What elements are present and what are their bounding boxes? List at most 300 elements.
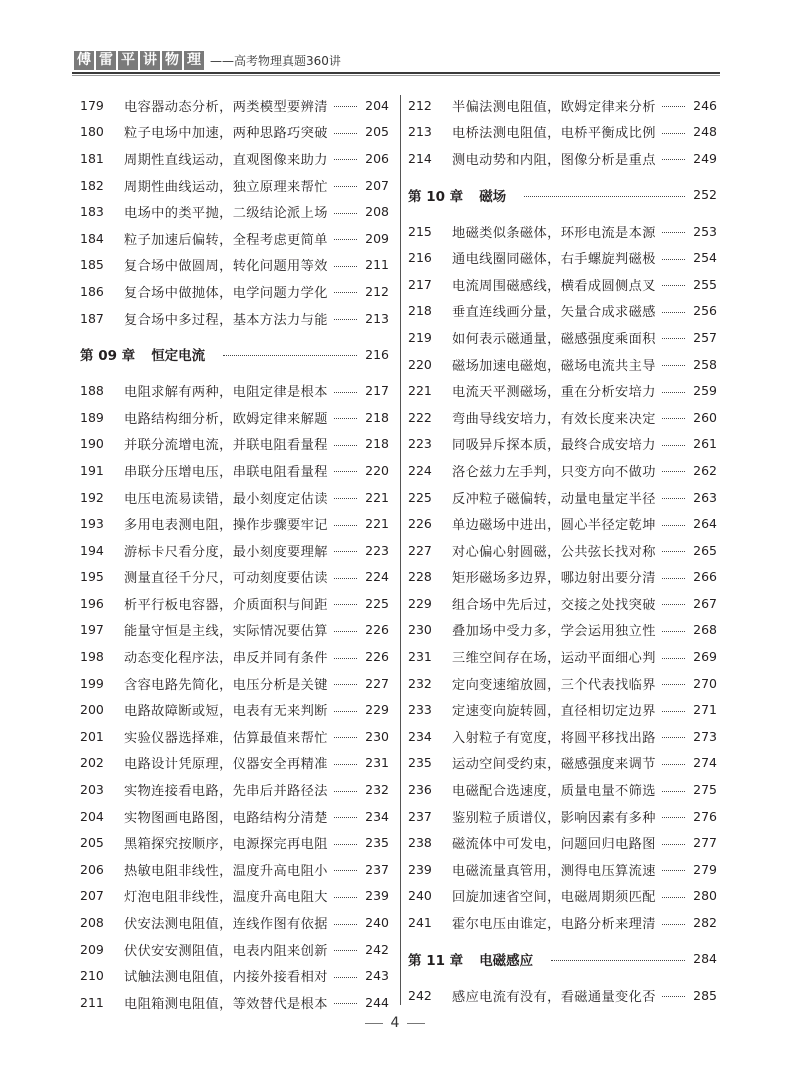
entry-number: 185 xyxy=(80,257,104,273)
entry-page: 218 xyxy=(365,436,389,452)
entry-number: 238 xyxy=(408,835,432,851)
dot-leader xyxy=(662,870,685,871)
dot-leader xyxy=(334,977,357,978)
toc-entry[interactable] xyxy=(80,431,389,458)
toc-entry[interactable] xyxy=(408,92,717,119)
entry-title: 试触法测电阻值，内接外接看相对 xyxy=(124,970,328,986)
entry-title: 叠加场中受力多，学会运用独立性 xyxy=(452,624,656,640)
entry-title: 实物连接看电路，先串后并路径法 xyxy=(124,784,328,800)
dot-leader xyxy=(662,418,685,419)
footer-dash-right xyxy=(407,1023,425,1024)
entry-page: 260 xyxy=(693,409,717,425)
dot-leader xyxy=(334,604,357,605)
dot-leader xyxy=(662,498,685,499)
dot-leader xyxy=(334,737,357,738)
toc-entry[interactable] xyxy=(408,564,717,591)
dot-leader xyxy=(334,817,357,818)
toc-entry[interactable] xyxy=(80,278,389,305)
dot-leader xyxy=(662,551,685,552)
toc-entry[interactable] xyxy=(408,510,717,537)
entry-number: 193 xyxy=(80,516,104,532)
entry-number: 230 xyxy=(408,622,432,638)
dot-leader xyxy=(662,897,685,898)
chapter-name: 电磁感应 xyxy=(479,952,534,969)
entry-page: 269 xyxy=(693,649,717,665)
entry-page: 280 xyxy=(693,888,717,904)
entry-title: 测量直径千分尺，可动刻度要估读 xyxy=(124,571,328,587)
book-subtitle: ——高考物理真题360讲 xyxy=(210,54,341,68)
entry-page: 212 xyxy=(365,283,389,299)
entry-title: 测电动势和内阻，图像分析是重点 xyxy=(452,152,656,168)
entry-number: 199 xyxy=(80,675,104,691)
dot-leader xyxy=(662,285,685,286)
entry-number: 221 xyxy=(408,383,432,399)
entry-title: 能量守恒是主线，实际情况要估算 xyxy=(124,624,328,640)
toc-entry[interactable] xyxy=(408,909,717,936)
toc-entry[interactable] xyxy=(408,803,717,830)
toc-entry[interactable] xyxy=(408,617,717,644)
toc-entry[interactable] xyxy=(408,351,717,378)
footer-dash-left xyxy=(365,1023,383,1024)
entry-number: 183 xyxy=(80,204,104,220)
entry-title: 多用电表测电阻，操作步骤要牢记 xyxy=(124,518,328,534)
brand-char: 雷 xyxy=(96,51,116,70)
toc-left-column xyxy=(80,92,389,1016)
toc-entry[interactable] xyxy=(80,252,389,279)
brand-char: 理 xyxy=(184,51,204,70)
entry-page: 254 xyxy=(693,250,717,266)
entry-title: 通电线圈同磁体，右手螺旋判磁极 xyxy=(452,252,656,268)
running-header xyxy=(74,51,341,70)
entry-page: 218 xyxy=(365,409,389,425)
chapter-name: 恒定电流 xyxy=(151,348,206,365)
toc-entry[interactable] xyxy=(80,856,389,883)
entry-title: 定向变速缩放圆，三个代表找临界 xyxy=(452,677,656,693)
column-divider xyxy=(400,95,401,1005)
dot-leader xyxy=(662,684,685,685)
entry-title: 霍尔电压由谁定，电路分析来理清 xyxy=(452,917,656,933)
toc-entry[interactable] xyxy=(408,670,717,697)
entry-page: 256 xyxy=(693,303,717,319)
toc-entry[interactable] xyxy=(408,750,717,777)
dot-leader xyxy=(662,844,685,845)
entry-title: 弯曲导线安培力，有效长度来决定 xyxy=(452,411,656,427)
entry-page: 270 xyxy=(693,675,717,691)
chapter-page: 252 xyxy=(693,187,717,203)
entry-title: 电场中的类平抛，二级结论派上场 xyxy=(124,206,328,222)
entry-page: 262 xyxy=(693,462,717,478)
entry-number: 226 xyxy=(408,516,432,532)
toc-entry[interactable] xyxy=(408,404,717,431)
dot-leader xyxy=(662,159,685,160)
entry-page: 211 xyxy=(365,257,389,273)
toc-entry[interactable] xyxy=(80,404,389,431)
entry-title: 动态变化程序法，串反并同有条件 xyxy=(124,651,328,667)
entry-title: 定速变向旋转圆，直径相切定边界 xyxy=(452,704,656,720)
entry-title: 电阻箱测电阻值，等效替代是根本 xyxy=(124,996,328,1012)
toc-entry[interactable] xyxy=(408,145,717,172)
toc-entry[interactable] xyxy=(408,431,717,458)
entry-page: 207 xyxy=(365,177,389,193)
toc-entry[interactable] xyxy=(80,92,389,119)
entry-page: 204 xyxy=(365,97,389,113)
entry-number: 236 xyxy=(408,782,432,798)
entry-page: 271 xyxy=(693,702,717,718)
entry-title: 周期性曲线运动，独立原理来帮忙 xyxy=(124,179,328,195)
entry-title: 回旋加速省空间，电磁周期须匹配 xyxy=(452,890,656,906)
entry-title: 电阻求解有两种，电阻定律是根本 xyxy=(124,385,328,401)
toc-entry[interactable] xyxy=(80,909,389,936)
entry-number: 217 xyxy=(408,276,432,292)
toc-entry[interactable] xyxy=(408,776,717,803)
entry-title: 电压电流易读错，最小刻度定估读 xyxy=(124,491,328,507)
dot-leader xyxy=(334,133,357,134)
toc-entry[interactable] xyxy=(408,856,717,883)
header-rule xyxy=(72,72,720,74)
chapter-label: 第 11 章 xyxy=(408,952,464,969)
entry-title: 鉴别粒子质谱仪，影响因素有多种 xyxy=(452,810,656,826)
dot-leader xyxy=(334,418,357,419)
toc-entry[interactable] xyxy=(80,225,389,252)
header-rule-thin xyxy=(72,75,720,76)
entry-number: 182 xyxy=(80,177,104,193)
entry-title: 三维空间存在场，运动平面细心判 xyxy=(452,651,656,667)
toc-entry[interactable] xyxy=(408,696,717,723)
entry-page: 226 xyxy=(365,622,389,638)
toc-entry[interactable] xyxy=(80,723,389,750)
dot-leader xyxy=(662,133,685,134)
toc-entry[interactable] xyxy=(80,776,389,803)
toc-entry[interactable] xyxy=(408,218,717,245)
entry-number: 180 xyxy=(80,124,104,140)
dot-leader xyxy=(334,159,357,160)
entry-number: 189 xyxy=(80,409,104,425)
toc-entry[interactable] xyxy=(80,617,389,644)
toc-entry[interactable] xyxy=(80,484,389,511)
dot-leader xyxy=(334,213,357,214)
dot-leader xyxy=(334,844,357,845)
dot-leader xyxy=(334,445,357,446)
entry-number: 232 xyxy=(408,675,432,691)
entry-number: 212 xyxy=(408,97,432,113)
entry-title: 电桥法测电阻值，电桥平衡成比例 xyxy=(452,126,656,142)
entry-page: 263 xyxy=(693,489,717,505)
toc-entry[interactable] xyxy=(80,829,389,856)
entry-page: 237 xyxy=(365,861,389,877)
entry-page: 234 xyxy=(365,808,389,824)
entry-page: 206 xyxy=(365,150,389,166)
toc-entry[interactable] xyxy=(408,377,717,404)
entry-number: 188 xyxy=(80,383,104,399)
dot-leader xyxy=(662,232,685,233)
entry-page: 230 xyxy=(365,728,389,744)
entry-page: 268 xyxy=(693,622,717,638)
entry-number: 184 xyxy=(80,230,104,246)
entry-page: 253 xyxy=(693,223,717,239)
chapter-label: 第 09 章 xyxy=(80,348,136,365)
dot-leader xyxy=(662,737,685,738)
top-blank-margin xyxy=(0,0,790,42)
entry-number: 214 xyxy=(408,150,432,166)
dot-leader xyxy=(662,525,685,526)
entry-page: 243 xyxy=(365,968,389,984)
entry-number: 206 xyxy=(80,861,104,877)
entry-title: 感应电流有没有，看磁通量变化否 xyxy=(452,989,656,1005)
dot-leader xyxy=(334,578,357,579)
entry-page: 261 xyxy=(693,436,717,452)
entry-number: 225 xyxy=(408,489,432,505)
entry-page: 246 xyxy=(693,97,717,113)
toc-entry[interactable] xyxy=(408,324,717,351)
entry-title: 电容器动态分析，两类模型要辨清 xyxy=(124,99,328,115)
entry-title: 实物图画电路图，电路结构分清楚 xyxy=(124,810,328,826)
chapter-name: 磁场 xyxy=(479,188,507,205)
dot-leader xyxy=(334,106,357,107)
entry-page: 265 xyxy=(693,542,717,558)
entry-title: 电磁配合选速度，质量电量不筛选 xyxy=(452,784,656,800)
dot-leader xyxy=(334,525,357,526)
entry-page: 227 xyxy=(365,675,389,691)
entry-title: 垂直连线画分量，矢量合成求磁感 xyxy=(452,305,656,321)
entry-number: 200 xyxy=(80,702,104,718)
toc-entry[interactable] xyxy=(80,145,389,172)
page-footer xyxy=(0,1015,790,1031)
chapter-heading[interactable] xyxy=(80,337,389,371)
entry-title: 伏伏安安测阻值，电表内阻来创新 xyxy=(124,943,328,959)
dot-leader xyxy=(223,355,357,356)
entry-number: 196 xyxy=(80,595,104,611)
toc-entry[interactable] xyxy=(408,119,717,146)
entry-page: 267 xyxy=(693,595,717,611)
entry-title: 复合场中做抛体，电学问题力学化 xyxy=(124,285,328,301)
entry-page: 225 xyxy=(365,595,389,611)
dot-leader xyxy=(334,471,357,472)
entry-page: 208 xyxy=(365,204,389,220)
brand-char: 讲 xyxy=(140,51,160,70)
dot-leader xyxy=(662,312,685,313)
entry-number: 203 xyxy=(80,782,104,798)
entry-title: 磁流体中可发电，问题回归电路图 xyxy=(452,837,656,853)
entry-title: 单边磁场中进出，圆心半径定乾坤 xyxy=(452,518,656,534)
toc-entry[interactable] xyxy=(80,750,389,777)
entry-number: 219 xyxy=(408,329,432,345)
dot-leader xyxy=(662,924,685,925)
toc-entry[interactable] xyxy=(408,244,717,271)
entry-title: 对心偏心射圆磁，公共弦长找对称 xyxy=(452,544,656,560)
entry-title: 组合场中先后过，交接之处找突破 xyxy=(452,597,656,613)
entry-number: 201 xyxy=(80,728,104,744)
entry-number: 211 xyxy=(80,994,104,1010)
entry-number: 239 xyxy=(408,861,432,877)
entry-number: 224 xyxy=(408,462,432,478)
toc-entry[interactable] xyxy=(80,590,389,617)
toc-entry[interactable] xyxy=(80,989,389,1016)
toc-entry[interactable] xyxy=(408,723,717,750)
toc-right-column xyxy=(408,92,717,1008)
entry-number: 197 xyxy=(80,622,104,638)
toc-entry[interactable] xyxy=(80,119,389,146)
entry-page: 229 xyxy=(365,702,389,718)
entry-number: 194 xyxy=(80,542,104,558)
entry-page: 249 xyxy=(693,150,717,166)
toc-entry[interactable] xyxy=(80,883,389,910)
entry-number: 181 xyxy=(80,150,104,166)
entry-title: 同吸异斥探本质，最终合成安培力 xyxy=(452,438,656,454)
toc-entry[interactable] xyxy=(408,883,717,910)
entry-title: 并联分流增电流，并联电阻看量程 xyxy=(124,438,328,454)
toc-entry[interactable] xyxy=(80,305,389,332)
entry-title: 复合场中做圆周，转化问题用等效 xyxy=(124,259,328,275)
dot-leader xyxy=(524,196,685,197)
toc-entry[interactable] xyxy=(80,962,389,989)
entry-page: 257 xyxy=(693,329,717,345)
entry-number: 198 xyxy=(80,649,104,665)
toc-entry[interactable] xyxy=(408,484,717,511)
entry-number: 210 xyxy=(80,968,104,984)
entry-number: 216 xyxy=(408,250,432,266)
entry-title: 串联分压增电压，串联电阻看量程 xyxy=(124,464,328,480)
entry-page: 242 xyxy=(365,941,389,957)
toc-entry[interactable] xyxy=(80,643,389,670)
dot-leader xyxy=(334,551,357,552)
toc-entry[interactable] xyxy=(80,564,389,591)
entry-page: 273 xyxy=(693,728,717,744)
dot-leader xyxy=(334,791,357,792)
entry-page: 224 xyxy=(365,569,389,585)
entry-page: 275 xyxy=(693,782,717,798)
entry-page: 213 xyxy=(365,310,389,326)
dot-leader xyxy=(334,1003,357,1004)
entry-number: 233 xyxy=(408,702,432,718)
entry-number: 195 xyxy=(80,569,104,585)
entry-title: 入射粒子有宽度，将圆平移找出路 xyxy=(452,730,656,746)
dot-leader xyxy=(334,924,357,925)
toc-entry[interactable] xyxy=(408,643,717,670)
toc-entry[interactable] xyxy=(408,271,717,298)
toc-entry[interactable] xyxy=(408,298,717,325)
entry-number: 186 xyxy=(80,283,104,299)
entry-number: 215 xyxy=(408,223,432,239)
entry-page: 221 xyxy=(365,489,389,505)
dot-leader xyxy=(662,764,685,765)
entry-number: 190 xyxy=(80,436,104,452)
entry-page: 277 xyxy=(693,835,717,851)
entry-number: 235 xyxy=(408,755,432,771)
dot-leader xyxy=(662,791,685,792)
entry-page: 258 xyxy=(693,356,717,372)
entry-page: 285 xyxy=(693,987,717,1003)
chapter-page: 284 xyxy=(693,951,717,967)
toc-entry[interactable] xyxy=(80,670,389,697)
entry-title: 电路结构细分析，欧姆定律来解题 xyxy=(124,411,328,427)
entry-page: 235 xyxy=(365,835,389,851)
dot-leader xyxy=(662,365,685,366)
entry-title: 粒子电场中加速，两种思路巧突破 xyxy=(124,126,328,142)
entry-page: 240 xyxy=(365,915,389,931)
dot-leader xyxy=(334,266,357,267)
entry-title: 黑箱探究按顺序，电源探完再电阻 xyxy=(124,837,328,853)
entry-title: 灯泡电阻非线性，温度升高电阻大 xyxy=(124,890,328,906)
entry-page: 209 xyxy=(365,230,389,246)
entry-title: 游标卡尺看分度，最小刻度要理解 xyxy=(124,544,328,560)
entry-page: 226 xyxy=(365,649,389,665)
entry-number: 229 xyxy=(408,595,432,611)
entry-title: 如何表示磁通量，磁感强度乘面积 xyxy=(452,331,656,347)
toc-entry[interactable] xyxy=(408,457,717,484)
entry-title: 矩形磁场多边界，哪边射出要分清 xyxy=(452,571,656,587)
toc-entry[interactable] xyxy=(408,829,717,856)
dot-leader xyxy=(662,106,685,107)
entry-page: 279 xyxy=(693,861,717,877)
dot-leader xyxy=(662,471,685,472)
dot-leader xyxy=(662,604,685,605)
entry-page: 282 xyxy=(693,915,717,931)
toc-entry[interactable] xyxy=(408,590,717,617)
entry-number: 220 xyxy=(408,356,432,372)
entry-title: 电路故障断或短，电表有无来判断 xyxy=(124,704,328,720)
dot-leader xyxy=(334,319,357,320)
toc-entry[interactable] xyxy=(80,510,389,537)
entry-number: 208 xyxy=(80,915,104,931)
entry-title: 复合场中多过程，基本方法力与能 xyxy=(124,312,328,328)
entry-number: 240 xyxy=(408,888,432,904)
toc-entry[interactable] xyxy=(80,457,389,484)
dot-leader xyxy=(662,578,685,579)
dot-leader xyxy=(662,631,685,632)
dot-leader xyxy=(662,259,685,260)
entry-page: 231 xyxy=(365,755,389,771)
dot-leader xyxy=(334,186,357,187)
entry-title: 析平行板电容器，介质面积与间距 xyxy=(124,597,328,613)
toc-entry[interactable] xyxy=(80,696,389,723)
brand-char: 平 xyxy=(118,51,138,70)
entry-page: 266 xyxy=(693,569,717,585)
entry-page: 220 xyxy=(365,462,389,478)
entry-title: 粒子加速后偏转，全程考虑更简单 xyxy=(124,232,328,248)
entry-number: 222 xyxy=(408,409,432,425)
entry-title: 运动空间受约束，磁感强度来调节 xyxy=(452,757,656,773)
dot-leader xyxy=(334,684,357,685)
toc-entry[interactable] xyxy=(80,172,389,199)
entry-number: 209 xyxy=(80,941,104,957)
entry-number: 218 xyxy=(408,303,432,319)
entry-page: 255 xyxy=(693,276,717,292)
entry-title: 半偏法测电阻值，欧姆定律来分析 xyxy=(452,99,656,115)
toc-entry[interactable] xyxy=(80,803,389,830)
dot-leader xyxy=(662,658,685,659)
dot-leader xyxy=(334,870,357,871)
dot-leader xyxy=(334,764,357,765)
toc-entry[interactable] xyxy=(80,537,389,564)
dot-leader xyxy=(334,711,357,712)
toc-entry[interactable] xyxy=(408,537,717,564)
chapter-heading[interactable] xyxy=(408,942,717,976)
entry-page: 248 xyxy=(693,124,717,140)
dot-leader xyxy=(551,960,685,961)
chapter-heading[interactable] xyxy=(408,178,717,212)
dot-leader xyxy=(662,711,685,712)
entry-title: 电磁流量真管用，测得电压算流速 xyxy=(452,863,656,879)
toc-entry[interactable] xyxy=(408,982,717,1009)
dot-leader xyxy=(334,897,357,898)
entry-title: 地磁类似条磁体，环形电流是本源 xyxy=(452,225,656,241)
toc-entry[interactable] xyxy=(80,377,389,404)
toc-entry[interactable] xyxy=(80,198,389,225)
toc-entry[interactable] xyxy=(80,936,389,963)
dot-leader xyxy=(334,631,357,632)
entry-number: 242 xyxy=(408,987,432,1003)
entry-page: 274 xyxy=(693,755,717,771)
